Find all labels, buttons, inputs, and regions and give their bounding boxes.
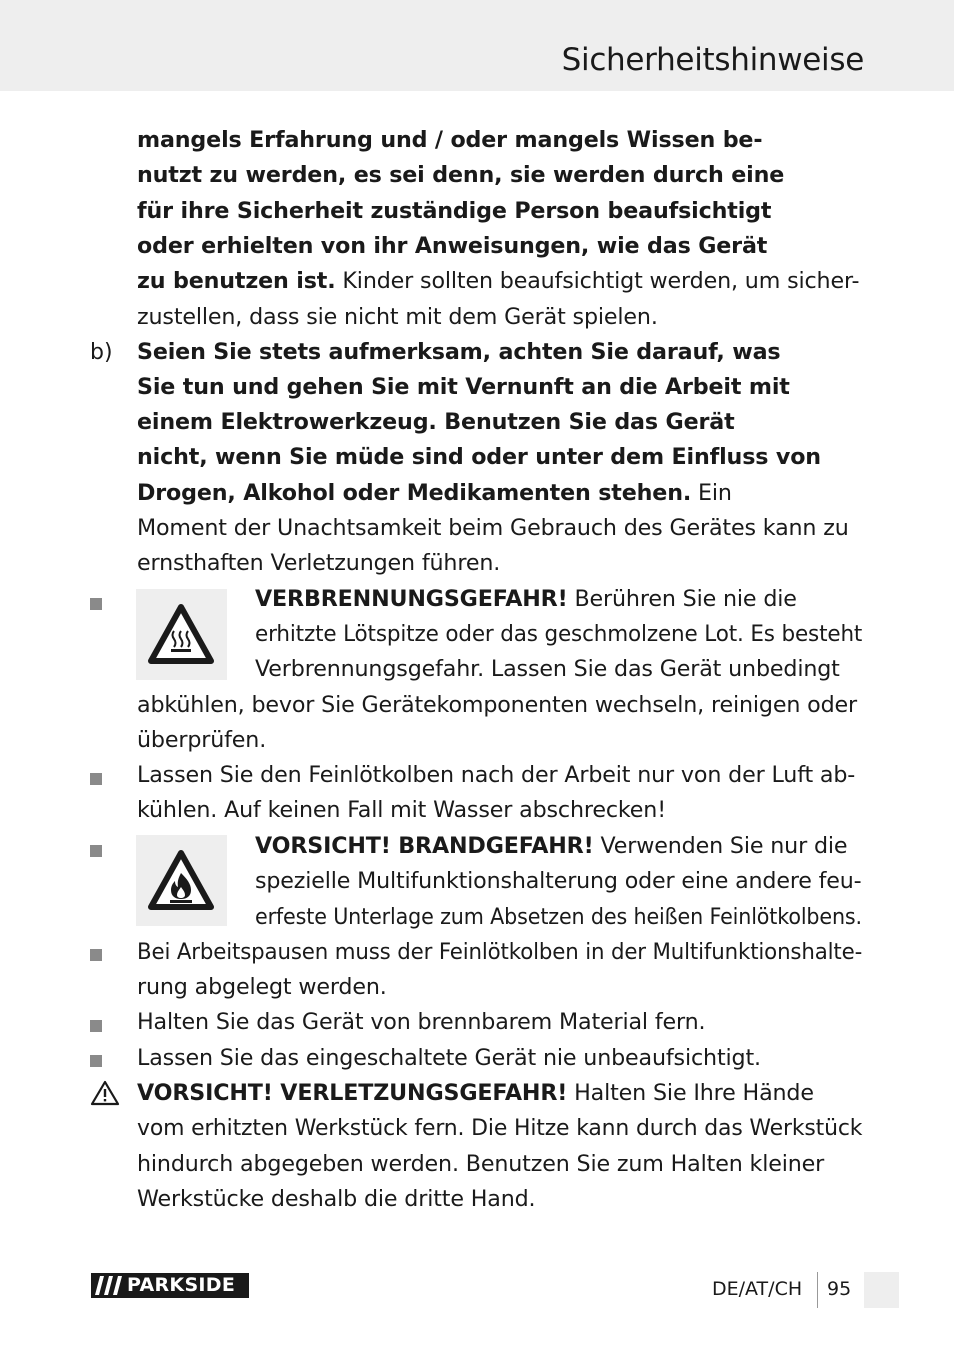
paragraph-line: oder erhielten von ihr Anweisungen, wie das Gerät	[137, 233, 768, 259]
paragraph-line: ernsthaften Verletzungen führen.	[137, 550, 501, 576]
paragraph-line: Lassen Sie das eingeschaltete Gerät nie unbeaufsichtigt.	[137, 1045, 761, 1071]
paragraph-line: einem Elektrowerkzeug. Benutzen Sie das Gerät	[137, 409, 735, 435]
bullet-icon	[90, 949, 102, 961]
caution-triangle-icon	[90, 1080, 120, 1110]
paragraph-line: für ihre Sicherheit zuständige Person beaufsichtigt	[137, 198, 772, 224]
paragraph-line: kühlen. Auf keinen Fall mit Wasser abschrecken!	[137, 797, 666, 823]
normal-text: Kinder sollten beaufsichtigt werden, um sicher-	[335, 268, 860, 294]
bullet-icon	[90, 773, 102, 785]
paragraph-line: abkühlen, bevor Sie Gerätekomponenten wechseln, reinigen oder	[137, 692, 857, 718]
paragraph-line: Bei Arbeitspausen muss der Feinlötkolben in der Multifunktionshalte-	[137, 939, 863, 965]
list-marker-b: b)	[90, 340, 113, 365]
bullet-icon	[90, 1055, 102, 1067]
paragraph-line: zustellen, dass sie nicht mit dem Gerät spielen.	[137, 304, 658, 330]
bold-lead: Drogen, Alkohol oder Medikamenten stehen.	[137, 480, 692, 506]
paragraph-line: erhitzte Lötspitze oder das geschmolzene Lot. Es besteht	[255, 621, 863, 647]
normal-text: Verwenden Sie nur die	[593, 833, 848, 859]
hot-surface-warning-icon	[136, 589, 227, 680]
bullet-icon	[90, 598, 102, 610]
page-title: Sicherheitshinweise	[561, 42, 864, 78]
paragraph-line	[137, 264, 859, 299]
paragraph-line: nicht, wenn Sie müde sind oder unter dem Einfluss von	[137, 444, 821, 470]
warning-label: VERBRENNUNGSGEFAHR!	[255, 586, 568, 612]
paragraph-line	[137, 1076, 814, 1111]
footer-tab-box	[864, 1272, 899, 1308]
paragraph-line	[255, 829, 847, 864]
paragraph-line: Lassen Sie den Feinlötkolben nach der Arbeit nur von der Luft ab-	[137, 762, 856, 788]
paragraph-line: nutzt zu werden, es sei denn, sie werden durch eine	[137, 162, 785, 188]
paragraph-line: Werkstücke deshalb die dritte Hand.	[137, 1186, 536, 1212]
paragraph-line: überprüfen.	[137, 727, 267, 753]
bullet-icon	[90, 1020, 102, 1032]
brand-name: PARKSIDE	[127, 1274, 236, 1296]
paragraph-line: hindurch abgegeben werden. Benutzen Sie zum Halten kleiner	[137, 1151, 825, 1177]
paragraph-line: rung abgelegt werden.	[137, 974, 387, 1000]
paragraph-line: Sie tun und gehen Sie mit Vernunft an die Arbeit mit	[137, 374, 790, 400]
paragraph-line: Moment der Unachtsamkeit beim Gebrauch des Gerätes kann zu	[137, 515, 849, 541]
paragraph-line: vom erhitzten Werkstück fern. Die Hitze kann durch das Werkstück	[137, 1115, 863, 1141]
paragraph-line: Verbrennungsgefahr. Lassen Sie das Gerät unbedingt	[255, 656, 840, 682]
warning-label: VORSICHT! BRANDGEFAHR!	[255, 833, 594, 859]
logo-stripes-icon	[95, 1276, 125, 1295]
parkside-logo	[91, 1273, 249, 1298]
normal-text: Ein	[691, 480, 732, 506]
paragraph-line	[255, 582, 797, 617]
bold-lead: zu benutzen ist.	[137, 268, 336, 294]
fire-warning-icon	[136, 835, 227, 926]
paragraph-line	[137, 476, 732, 511]
paragraph-line: Seien Sie stets aufmerksam, achten Sie darauf, was	[137, 339, 781, 365]
footer-divider	[817, 1272, 818, 1308]
paragraph-line: spezielle Multifunktionshalterung oder eine andere feu-	[255, 868, 862, 894]
bullet-icon	[90, 845, 102, 857]
normal-text: Berühren Sie nie die	[567, 586, 797, 612]
page-number: 95	[827, 1278, 852, 1300]
paragraph-line: erfeste Unterlage zum Absetzen des heißen Feinlötkolbens.	[255, 904, 862, 930]
warning-label: VORSICHT! VERLETZUNGSGEFAHR!	[137, 1080, 568, 1106]
normal-text: Halten Sie Ihre Hände	[567, 1080, 814, 1106]
paragraph-line: Halten Sie das Gerät von brennbarem Material fern.	[137, 1009, 706, 1035]
region-label: DE/AT/CH	[712, 1278, 803, 1300]
paragraph-line: mangels Erfahrung und / oder mangels Wissen be-	[137, 127, 763, 153]
